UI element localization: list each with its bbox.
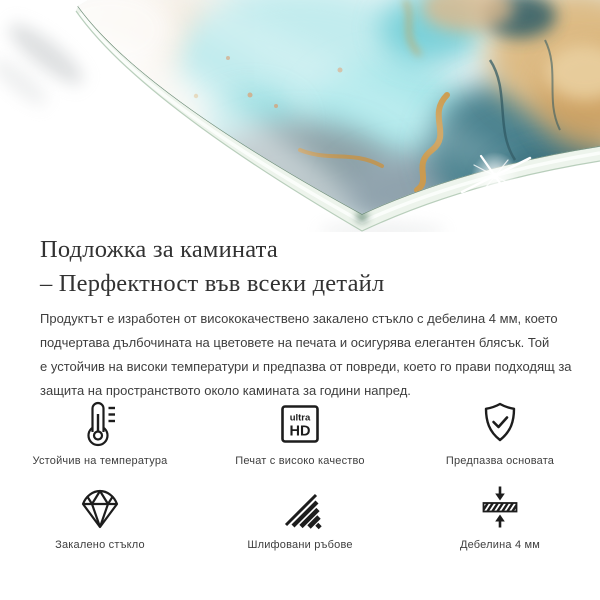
description-line: подчертава дълбочината на цветовете на печата и осигурява елегантен блясък. Той (40, 335, 550, 350)
glass-panel-image (0, 0, 600, 232)
feature-label: Устойчив на температура (32, 455, 168, 467)
svg-text:ultra: ultra (289, 412, 311, 424)
description-line: защита на пространството около камината за години напред. (40, 383, 411, 398)
feature-print-quality (200, 399, 400, 467)
feature-grid (0, 399, 600, 551)
feature-label: Шлифовани ръбове (247, 539, 353, 551)
feature-label: Печат с високо качество (235, 455, 365, 467)
polished-edges-icon (276, 485, 324, 531)
product-image (0, 0, 600, 232)
shield-check-icon (476, 399, 524, 447)
feature-polished-edges (200, 483, 400, 551)
description-line: Продуктът е изработен от висококачествено закалено стъкло с дебелина 4 мм, което (40, 311, 558, 326)
svg-text:HD: HD (289, 423, 311, 440)
feature-label: Предпазва основата (445, 455, 555, 467)
feature-tempered-glass (0, 483, 200, 551)
page-title-line2: – Перфектност във всеки детайл (40, 270, 385, 297)
product-description (40, 307, 580, 403)
feature-label: Дебелина 4 мм (459, 539, 541, 551)
feature-thickness (400, 483, 600, 551)
thermometer-icon (76, 399, 124, 447)
glass-art (0, 0, 600, 232)
diamond-icon (76, 487, 124, 531)
page-title (40, 233, 384, 301)
page-title-line1: Подложка за камината (40, 236, 278, 263)
feature-protection (400, 399, 600, 467)
feature-label: Закалено стъкло (55, 539, 145, 551)
description-line: е устойчив на високи температури и предпазва от повреди, което го прави подходящ за (40, 359, 572, 374)
thickness-4mm-icon (476, 483, 524, 531)
ultra-hd-icon (276, 399, 324, 447)
feature-temperature (0, 399, 200, 467)
